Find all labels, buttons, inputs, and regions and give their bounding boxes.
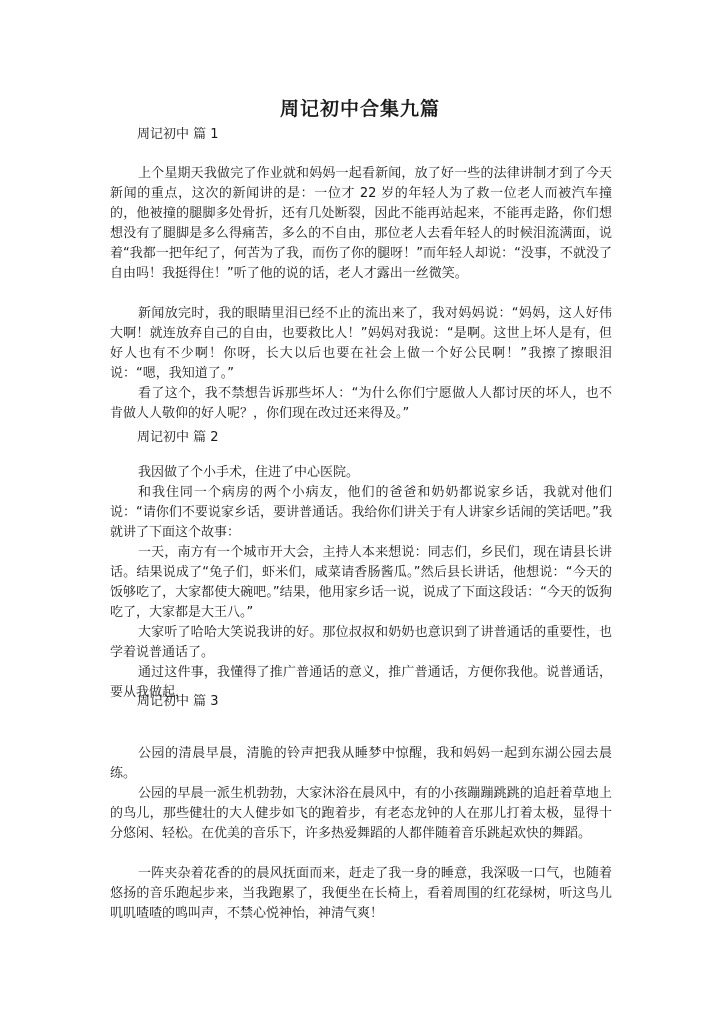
section-2-paragraph-2: 和我住同一个病房的两个小病友，他们的爸爸和奶奶都说家乡话，我就对他们说：“请你们不要说家乡话，要讲普通话。我给你们讲关于有人讲家乡话闹的笑话吧。”我就讲了下面这个故事：	[110, 485, 612, 540]
section-2-heading: 周记初中 篇 2	[137, 430, 219, 445]
section-2-paragraph-1: 我因做了个小手术，住进了中心医院。	[138, 465, 360, 480]
section-3-paragraph-3: 一阵夹杂着花香的的晨风抚面而来，赶走了我一身的睡意，我深吸一口气，也随着悠扬的音乐跑起步来，当我跑累了，我便坐在长椅上，看着周围的红花绿树，听这鸟儿叽叽喳喳的鸣叫声，不禁心悦神怡，神清气爽！	[110, 866, 612, 921]
section-3-heading: 周记初中 篇 3	[137, 694, 219, 709]
document-title: 周记初中合集九篇	[279, 98, 440, 120]
section-2-paragraph-5: 通过这件事，我懂得了推广普通话的意义，推广普通话，方便你我他。说普通话，要从我做起，	[110, 665, 612, 700]
section-3-paragraph-2: 公园的早晨一派生机勃勃，大家沐浴在晨风中，有的小孩蹦蹦跳跳的追赶着草地上的鸟儿，那些健壮的大人健步如飞的跑着步，有老态龙钟的人在那儿打着太极，显得十分悠闲、轻松。在优美的音乐下，许多热爱舞蹈的人都伴随着音乐跳起欢快的舞蹈。	[110, 786, 612, 841]
section-1-paragraph-3: 看了这个，我不禁想告诉那些坏人：“为什么你们宁愿做人人都讨厌的坏人，也不肯做人人敬仰的好人呢？，你们现在改过还来得及。”	[110, 386, 612, 421]
section-3-paragraph-1: 公园的清晨早晨，清脆的铃声把我从睡梦中惊醒，我和妈妈一起到东湖公园去晨练。	[110, 746, 612, 781]
section-2-paragraph-4: 大家听了哈哈大笑说我讲的好。那位叔叔和奶奶也意识到了讲普通话的重要性，也学着说普通话了。	[110, 625, 612, 660]
section-1-heading: 周记初中 篇 1	[137, 127, 219, 142]
section-1-paragraph-2: 新闻放完时，我的眼睛里泪已经不止的流出来了，我对妈妈说：“妈妈，这人好伟大啊！就连放弃自己的自由，也要救比人！”妈妈对我说：“是啊。这世上坏人是有，但好人也有不少啊！你呀，长大以后也要在社会上做一个好公民啊！”我擦了擦眼泪说：“嗯，我知道了。”	[110, 306, 612, 381]
section-1-paragraph-1: 上个星期天我做完了作业就和妈妈一起看新闻，放了好一些的法律讲制才到了今天新闻的重点，这次的新闻讲的是：一位才 22 岁的年轻人为了救一位老人而被汽车撞的，他被撞的腿脚多处骨折，还有几处断裂，因此不能再站起来，不能再走路，你们想想没有了腿脚是多么得痛苦，多么的不自由，那位老人去看年轻人的时候泪流满面，说着“我都一把年纪了，何苦为了我，而伤了你的腿呀！”而年轻人却说：“没事，不就没了自由吗！我挺得住！”听了他的说的话，老人才露出一丝微笑。	[110, 166, 612, 281]
section-2-paragraph-3: 一天，南方有一个城市开大会，主持人本来想说：同志们，乡民们，现在请县长讲话。结果说成了“兔子们，虾米们，咸菜请香肠酱瓜。”然后县长讲话，他想说：“今天的饭够吃了，大家都使大碗吧。”结果，他用家乡话一说，说成了下面这段话：“今天的饭狗吃了，大家都是大王八。”	[110, 545, 612, 620]
